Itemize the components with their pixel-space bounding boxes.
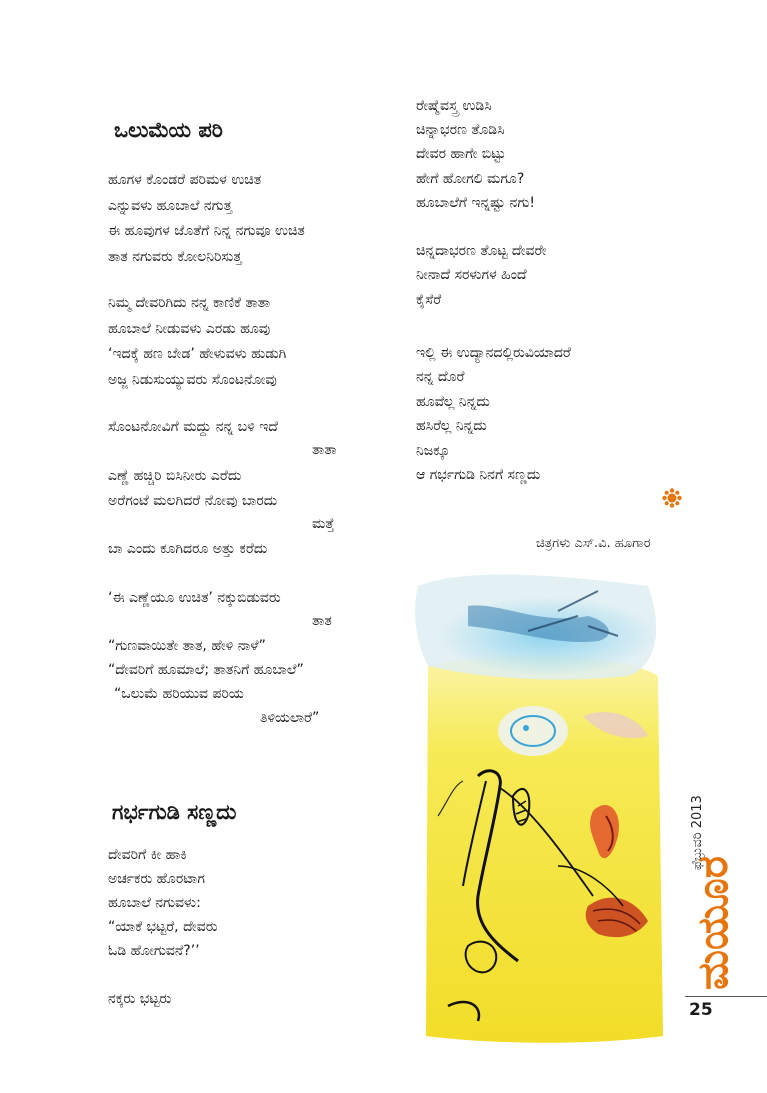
poem-line: ಎನ್ನುವಳು ಹೂಬಾಲೆ ನಗುತ್ತ: [108, 198, 233, 214]
poem-title: ಗರ್ಭಗುಡಿ ಸಣ್ಣದು: [112, 800, 237, 824]
poem-line: ತಾತ: [312, 613, 332, 629]
poem-line: ಅಜ್ಜ ನಿಡುಸುಯ್ಯುವರು ಸೊಂಟನೋವು: [108, 372, 277, 388]
page-number: 25: [689, 1000, 713, 1020]
poem-line: ನಕ್ಕರು ಭಟ್ಟರು: [108, 991, 172, 1007]
poem-line: ಈ ಹೂವುಗಳ ಜೊತೆಗೆ ನಿನ್ನ ನಗುವೂ ಉಚಿತ: [108, 223, 305, 239]
poem-line: ಹೂಬಾಲೆಗೆ ಇನ್ನಷ್ಟು ನಗು!: [416, 195, 535, 211]
footer-rule: [685, 996, 767, 997]
poem-line: ನನ್ನ ದೊರೆ: [416, 369, 465, 385]
poem-line: ಮತ್ತೆ: [312, 516, 335, 532]
poem-line: ಸೊಂಟನೋವಿಗೆ ಮದ್ದು ನನ್ನ ಬಳಿ ಇದೆ: [108, 419, 278, 435]
poem-line: ನೀನಾದೆ ಸರಳುಗಳ ಹಿಂದೆ: [416, 267, 527, 283]
poem-line: ಅರ್ಚಕರು ಹೊರಟಾಗ: [108, 871, 205, 887]
poem-body-left: [0, 0, 400, 740]
poem-line: ದೇವರಿಗೆ ಕೀ ಹಾಕಿ: [108, 847, 187, 863]
poem-line: ತಿಳಿಯಲಾರೆ”: [260, 710, 320, 726]
poem-line: ಬಾ ಎಂದು ಕೂಗಿದರೂ ಅತ್ತು ಕರೆದು: [108, 541, 268, 557]
poem-line: ಅರೆಗಂಟೆ ಮಲಗಿದರೆ ನೋವು ಬಾರದು: [108, 493, 278, 509]
poem-line: ಚಿನ್ನಾಭರಣ ತೊಡಿಸಿ: [416, 122, 505, 138]
poem-line: ಹೂಬಾಲೆ ನಗುವಳು:: [108, 895, 201, 911]
poem-line: ಎಣ್ಣೆ ಹಚ್ಚಿರಿ ಬಿಸಿನೀರು ಎರೆದು: [108, 468, 242, 484]
poem-line: ಓಡಿ ಹೋಗುವನೆ?’’: [108, 943, 200, 959]
flower-ornament-icon: [661, 487, 683, 509]
magazine-masthead: ಮಯೂರ: [688, 856, 737, 990]
poem-body-right: [400, 0, 767, 500]
poem-line: “ಯಾಕೆ ಭಟ್ಟರೆ, ದೇವರು: [108, 919, 218, 935]
poem-line: ‘ಈ ಎಣ್ಣೆಯೂ ಉಚಿತ’ ನಕ್ಕುಬಿಡುವರು: [108, 590, 281, 606]
poem-line: ನಿಮ್ಮ ದೇವರಿಗಿದು ನನ್ನ ಕಾಣಿಕೆ ತಾತಾ: [108, 295, 271, 311]
poem-line: ಚಿನ್ನದಾಭರಣ ತೊಟ್ಟ ದೇವರೇ: [416, 243, 547, 259]
poem-line: ‘ಇದಕ್ಕೆ ಹಣ ಬೇಡ’ ಹೇಳುವಳು ಹುಡುಗಿ: [108, 346, 287, 362]
poem-line: ಆ ಗರ್ಭಗುಡಿ ನಿನಗೆ ಸಣ್ಣದು: [416, 467, 541, 483]
poem-line: ಇಲ್ಲಿ ಈ ಉದ್ಯಾನದಲ್ಲಿರುವಿಯಾದರೆ: [416, 345, 571, 361]
painting-illustration: [408, 566, 676, 1046]
poem-line: ತಾತ ನಗುವರು ಕೋಲನಿರಿಸುತ್ತ: [108, 249, 242, 265]
poem-line: ಹಸಿರೆಲ್ಲ ನಿನ್ನದು: [416, 418, 487, 434]
poem-line: “ಒಲುಮೆ ಹರಿಯುವ ಪರಿಯ: [114, 686, 244, 702]
poem-line: “ಗುಣವಾಯಿತೇ ತಾತ, ಹೇಳಿ ನಾಳೆ”: [108, 638, 266, 654]
poem-line: ಹೂಗಳ ಕೊಂಡರೆ ಪರಿಮಳ ಉಚಿತ: [108, 172, 262, 188]
poem-body-second: [0, 840, 400, 1040]
poem-title: ಒಲುಮೆಯ ಪರಿ: [114, 118, 223, 142]
poem-line: ರೇಷ್ಮೆವಸ್ತ್ರ ಉಡಿಸಿ: [416, 98, 492, 114]
poem-line: ದೇವರ ಹಾಗೇ ಬಿಟ್ಟು: [416, 146, 506, 162]
illustration-credit: ಚಿತ್ರಗಳು ಎಸ್.ವಿ. ಹೂಗಾರ: [536, 536, 651, 551]
poem-line: ನಿಜಕ್ಕೂ: [416, 443, 450, 459]
poem-line: ಹೂಬಾಲೆ ನೀಡುವಳು ಎರಡು ಹೂವು: [108, 321, 271, 337]
poem-line: “ದೇವರಿಗೆ ಹೂಮಾಲೆ; ತಾತನಿಗೆ ಹೂಬಾಲೆ”: [108, 662, 304, 678]
poem-line: ಕೈಸೆರೆ: [416, 292, 442, 308]
poem-line: ತಾತಾ: [312, 442, 337, 458]
poem-line: ಹೂವೆಲ್ಲ ನಿನ್ನದು: [416, 394, 490, 410]
poem-line: ಹೇಗೆ ಹೋಗಲಿ ಮಗೂ?: [416, 171, 525, 187]
issue-date: ಫೆಬ್ರುವರಿ 2013: [690, 795, 705, 870]
